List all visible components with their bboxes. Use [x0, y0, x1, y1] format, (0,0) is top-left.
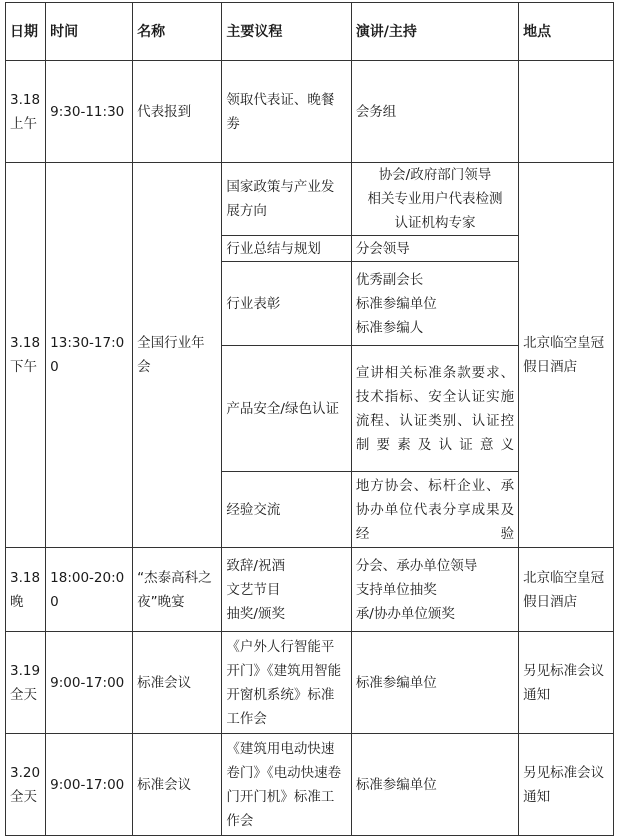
- table-row: [6, 61, 614, 163]
- cell-agenda: 产品安全/绿色认证: [222, 346, 351, 472]
- cell-place: 另见标准会议通知: [519, 734, 614, 836]
- speaker-line: 标准参编单位: [355, 295, 437, 312]
- cell-agenda: 行业总结与规划: [222, 236, 351, 262]
- cell-place: 北京临空皇冠假日酒店: [519, 163, 614, 548]
- cell-date: 3.18上午: [6, 61, 46, 163]
- cell-agenda: 行业表彰: [222, 262, 351, 346]
- cell-time: 9:30-11:30: [46, 61, 133, 163]
- cell-speaker: 会务组: [351, 61, 518, 163]
- cell-agenda: 领取代表证、晚餐劵: [222, 61, 351, 163]
- cell-agenda: 《户外人行智能平开门》《建筑用智能开窗机系统》标准工作会: [222, 632, 351, 734]
- cell-date: 3.20全天: [6, 734, 46, 836]
- cell-agenda: 《建筑用电动快速卷门》《电动快速卷门开门机》标准工作会: [222, 734, 351, 836]
- speaker-line: 支持单位抽奖: [355, 581, 437, 598]
- header-date: 日期: [6, 3, 46, 61]
- cell-time: 9:00-17:00: [46, 632, 133, 734]
- cell-name: “杰泰高科之夜”晚宴: [133, 548, 222, 632]
- table-header-row: [6, 3, 614, 61]
- cell-name: 标准会议: [133, 632, 222, 734]
- cell-place: 北京临空皇冠假日酒店: [519, 548, 614, 632]
- cell-speaker: [351, 262, 518, 346]
- speaker-line: 分会、承办单位领导: [355, 557, 478, 574]
- cell-speaker: 地方协会、标杆企业、承协办单位代表分享成果及经验: [351, 472, 518, 548]
- cell-name: 代表报到: [133, 61, 222, 163]
- cell-agenda: 国家政策与产业发展方向: [222, 163, 351, 236]
- cell-date: 3.18下午: [6, 163, 46, 548]
- cell-agenda: 经验交流: [222, 472, 351, 548]
- cell-date: 3.18晚: [6, 548, 46, 632]
- agenda-line: 文艺节目: [226, 581, 281, 598]
- table-row: [6, 632, 614, 734]
- agenda-line: 抽奖/颁奖: [226, 605, 285, 622]
- header-name: 名称: [133, 3, 222, 61]
- table-row: [6, 548, 614, 632]
- speaker-line: 标准参编人: [355, 319, 424, 336]
- cell-time: 13:30-17:00: [46, 163, 133, 548]
- cell-name: 标准会议: [133, 734, 222, 836]
- table-row: [6, 163, 614, 236]
- header-agenda: 主要议程: [222, 3, 351, 61]
- agenda-line: 致辞/祝酒: [226, 557, 285, 574]
- cell-speaker: [351, 548, 518, 632]
- cell-speaker: 分会领导: [351, 236, 518, 262]
- cell-place: [519, 61, 614, 163]
- speaker-line: 认证机构专家: [394, 215, 476, 231]
- header-place: 地点: [519, 3, 614, 61]
- header-time: 时间: [46, 3, 133, 61]
- speaker-line: 优秀副会长: [355, 271, 424, 288]
- speaker-line: 相关专业用户代表检测: [367, 191, 503, 207]
- cell-speaker: [351, 163, 518, 236]
- speaker-line: 承/协办单位颁奖: [355, 605, 455, 622]
- cell-place: 另见标准会议通知: [519, 632, 614, 734]
- cell-date: 3.19全天: [6, 632, 46, 734]
- meeting-schedule-table: [5, 2, 614, 836]
- speaker-line: 协会/政府部门领导: [378, 167, 492, 183]
- header-speaker: 演讲/主持: [351, 3, 518, 61]
- table-row: [6, 734, 614, 836]
- cell-speaker: 宣讲相关标准条款要求、技术指标、安全认证实施流程、认证类别、认证控制要素及认证意义: [351, 346, 518, 472]
- cell-agenda: [222, 548, 351, 632]
- cell-time: 18:00-20:00: [46, 548, 133, 632]
- cell-time: 9:00-17:00: [46, 734, 133, 836]
- cell-speaker: 标准参编单位: [351, 632, 518, 734]
- cell-speaker: 标准参编单位: [351, 734, 518, 836]
- cell-name: 全国行业年会: [133, 163, 222, 548]
